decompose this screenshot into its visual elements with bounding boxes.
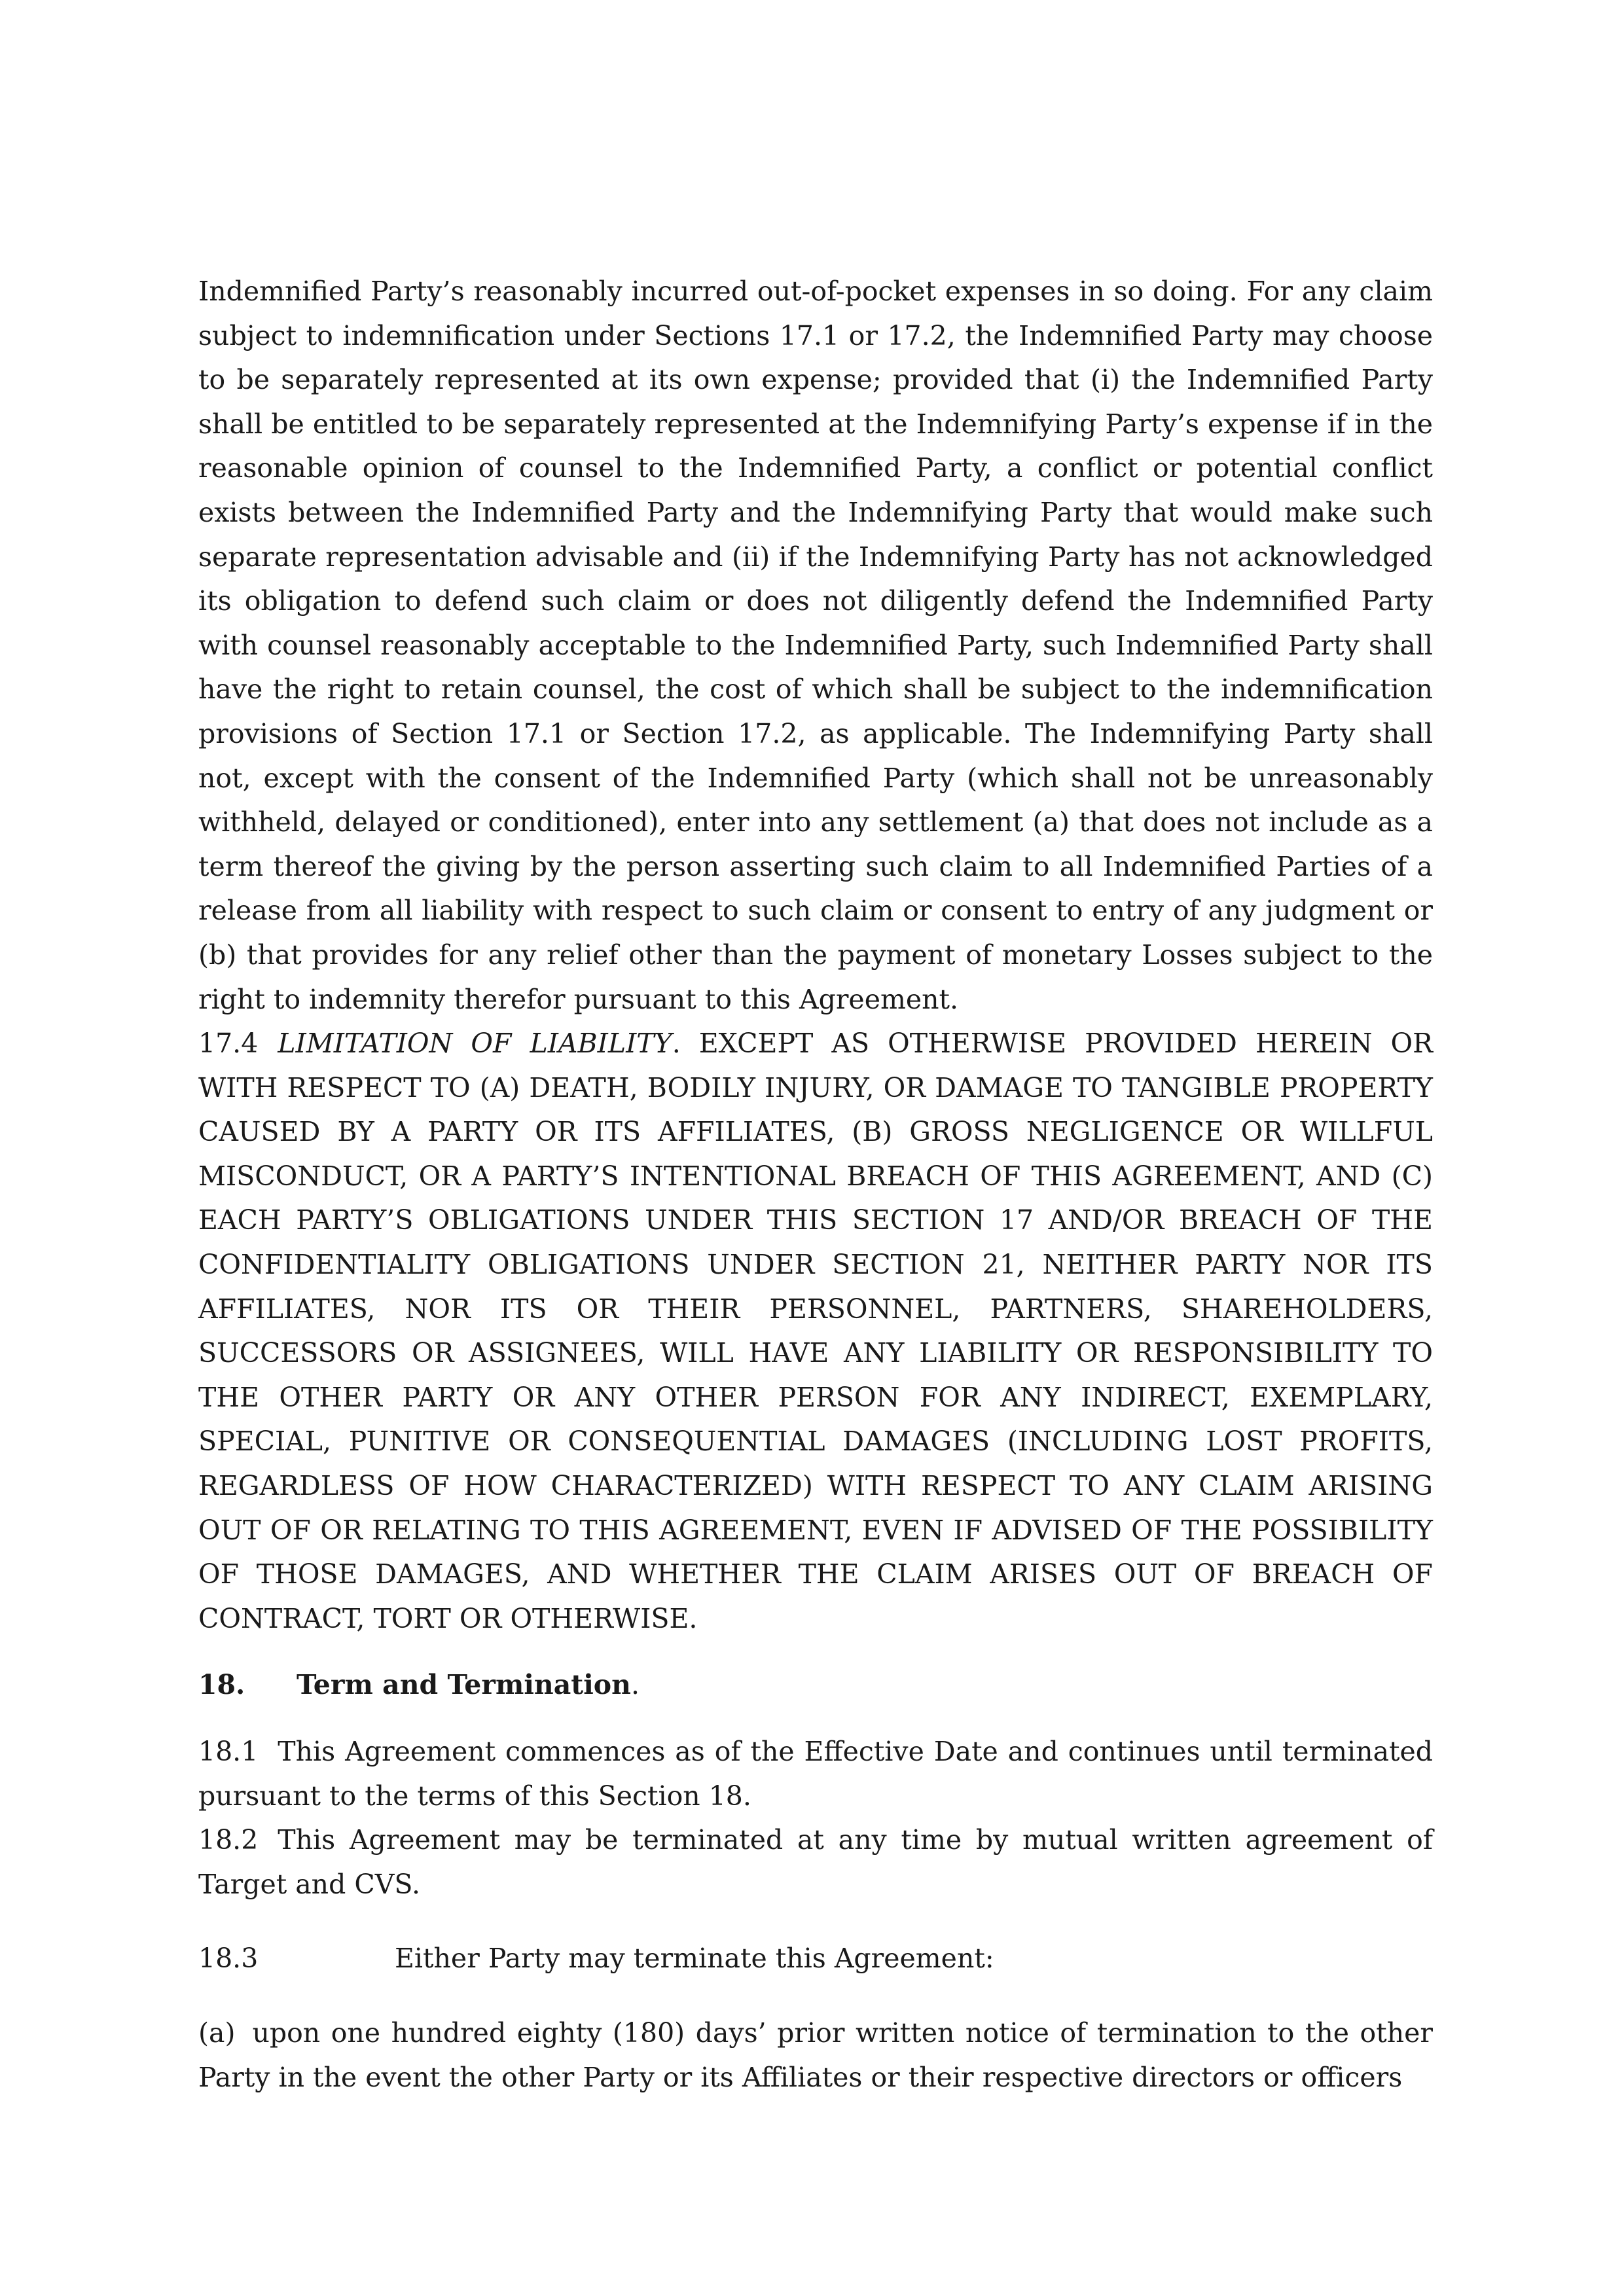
- section-body: . EXCEPT AS OTHERWISE PROVIDED HEREIN OR WITH RESPECT TO (A) DEATH, BODILY INJURY, OR DAMAGE TO TANGIBLE PROPERTY CAUSED BY A PARTY OR ITS AFFILIATES, (B) GROSS NEGLIGENCE OR WILLFUL MISCONDUCT, OR A PARTY’S INTENTIONAL BREACH OF THIS AGREEMENT, AND (C) EACH PARTY’S OBLIGATIONS UNDER THIS SECTION 17 AND/OR BREACH OF THE CONFIDENTIALITY OBLIGATIONS UNDER SECTION 21, NEITHER PARTY NOR ITS AFFILIATES, NOR ITS OR THEIR PERSONNEL, PARTNERS, SHAREHOLDERS, SUCCESSORS OR ASSIGNEES, WILL HAVE ANY LIABILITY OR RESPONSIBILITY TO THE OTHER PARTY OR ANY OTHER PERSON FOR ANY INDIRECT, EXEMPLARY, SPECIAL, PUNITIVE OR CONSEQUENTIAL DAMAGES (INCLUDING LOST PROFITS, REGARDLESS OF HOW CHARACTERIZED) WITH RESPECT TO ANY CLAIM ARISING OUT OF OR RELATING TO THIS AGREEMENT, EVEN IF ADVISED OF THE POSSIBILITY OF THOSE DAMAGES, AND WHETHER THE CLAIM ARISES OUT OF BREACH OF CONTRACT, TORT OR OTHERWISE.: [198, 1028, 1434, 1634]
- section-18-3: [198, 1937, 1433, 1981]
- section-title-suffix: .: [630, 1669, 640, 1701]
- section-18-2: [198, 1818, 1433, 1907]
- section-number: 18.3: [198, 1943, 259, 1975]
- document-page: [198, 270, 1433, 2100]
- section-number: 18.2: [198, 1824, 259, 1856]
- section-title: Term and Termination: [297, 1669, 631, 1701]
- section-body: Either Party may terminate this Agreement:: [395, 1943, 994, 1975]
- continuation-paragraph: Indemnified Party’s reasonably incurred out-of-pocket expenses in so doing. For any claim subject to indemnification under Sections 17.1 or 17.2, the Indemnified Party may choose to be separately represented at its own expense; provided that (i) the Indemnified Party shall be entitled to be separately represented at the Indemnifying Party’s expense if in the reasonable opinion of counsel to the Indemnified Party, a conflict or potential conflict exists between the Indemnified Party and the Indemnifying Party that would make such separate representation advisable and (ii) if the Indemnifying Party has not acknowledged its obligation to defend such claim or does not diligently defend the Indemnified Party with counsel reasonably acceptable to the Indemnified Party, such Indemnified Party shall have the right to retain counsel, the cost of which shall be subject to the indemnification provisions of Section 17.1 or Section 17.2, as applicable. The Indemnifying Party shall not, except with the consent of the Indemnified Party (which shall not be unreasonably withheld, delayed or conditioned), enter into any settlement (a) that does not include as a term thereof the giving by the person asserting such claim to all Indemnified Parties of a release from all liability with respect to such claim or consent to entry of any judgment or (b) that provides for any relief other than the payment of monetary Losses subject to the right to indemnity therefor pursuant to this Agreement.: [198, 276, 1433, 1015]
- item-a: [198, 2011, 1433, 2100]
- section-body: This Agreement commences as of the Effective Date and continues until terminated pursuant to the terms of this Section 18.: [198, 1736, 1433, 1812]
- section-number: 17.4: [198, 1028, 259, 1060]
- section-18-1: [198, 1730, 1433, 1818]
- section-17-4: [198, 1022, 1433, 1641]
- item-body: upon one hundred eighty (180) days’ prior written notice of termination to the other Party in the event the other Party or its Affiliates or their respective directors or officers: [198, 2017, 1433, 2093]
- item-label: (a): [198, 2017, 236, 2049]
- section-number: 18.: [198, 1669, 245, 1701]
- section-number: 18.1: [198, 1736, 259, 1767]
- section-18-heading: [198, 1663, 1433, 1708]
- section-body: This Agreement may be terminated at any time by mutual written agreement of Target and CVS.: [198, 1824, 1433, 1900]
- section-title: LIMITATION OF LIABILITY: [278, 1028, 672, 1060]
